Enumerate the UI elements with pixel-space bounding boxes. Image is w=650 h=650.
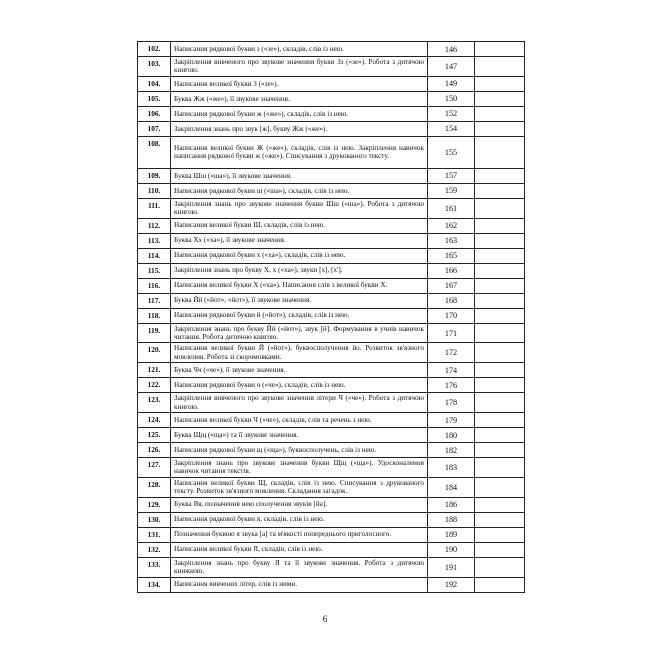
lesson-topic: Закріплення знань про букву Я та її звукове значення. Робота з дитячою книжкою. <box>171 557 428 577</box>
lesson-number: 105. <box>138 91 171 106</box>
lesson-topic: Закріплення знань про букву Йй («йот»), звук [й]. Формування в учнів навичок читання. Робота дитячою книгою. <box>171 323 428 343</box>
notes-cell <box>475 343 525 363</box>
table-row <box>138 343 525 363</box>
table-row <box>138 42 525 57</box>
lesson-topic: Закріплення знань про звукове значення букви Шш («ша»). Робота з дитячою книгою. <box>171 198 428 218</box>
page-reference: 146 <box>428 42 475 57</box>
lesson-topic: Буква Яя, позначення нею сполучення звуків [йа]. <box>171 497 428 512</box>
table-row <box>138 512 525 527</box>
page-reference: 152 <box>428 106 475 121</box>
lesson-number: 108. <box>138 136 171 168</box>
page-reference: 155 <box>428 136 475 168</box>
notes-cell <box>475 233 525 248</box>
lesson-number: 121. <box>138 363 171 378</box>
notes-cell <box>475 198 525 218</box>
table-row <box>138 198 525 218</box>
table-row <box>138 323 525 343</box>
table-row <box>138 57 525 77</box>
table-row <box>138 183 525 198</box>
lesson-number: 118. <box>138 308 171 323</box>
lesson-number: 116. <box>138 278 171 293</box>
table-row <box>138 91 525 106</box>
lesson-topic: Написання вивчених літер, слів із ними. <box>171 577 428 592</box>
table-row <box>138 136 525 168</box>
table-row <box>138 477 525 497</box>
lesson-number: 113. <box>138 233 171 248</box>
table-row <box>138 248 525 263</box>
lesson-number: 115. <box>138 263 171 278</box>
lesson-topic: Написання рядкової букви з («зе»), складів, слів із нею. <box>171 42 428 57</box>
notes-cell <box>475 248 525 263</box>
table-row <box>138 577 525 592</box>
lesson-number: 123. <box>138 393 171 413</box>
notes-cell <box>475 308 525 323</box>
lesson-number: 107. <box>138 121 171 136</box>
page-reference: 179 <box>428 413 475 428</box>
notes-cell <box>475 577 525 592</box>
page-reference: 183 <box>428 458 475 478</box>
notes-cell <box>475 42 525 57</box>
table-row <box>138 278 525 293</box>
lesson-topic: Написання рядкової букви щ («ща»), буквосполучень, слів із нею. <box>171 443 428 458</box>
lesson-topic: Буква Йй («йот», «йот»), її звукове значення. <box>171 293 428 308</box>
lesson-plan-table <box>137 41 525 593</box>
table-row <box>138 106 525 121</box>
table-row <box>138 168 525 183</box>
notes-cell <box>475 393 525 413</box>
notes-cell <box>475 413 525 428</box>
page-reference: 159 <box>428 183 475 198</box>
lesson-number: 133. <box>138 557 171 577</box>
page-reference: 149 <box>428 76 475 91</box>
lesson-number: 134. <box>138 577 171 592</box>
lesson-topic: Написання рядкової букви х («ха»), складів, слів із нею. <box>171 248 428 263</box>
lesson-number: 120. <box>138 343 171 363</box>
notes-cell <box>475 363 525 378</box>
lesson-topic: Буква Чч («че»), її звукове значення. <box>171 363 428 378</box>
notes-cell <box>475 497 525 512</box>
lesson-number: 132. <box>138 542 171 557</box>
lesson-topic: Буква Хх («ха»), її звукове значення. <box>171 233 428 248</box>
lesson-topic: Буква Щщ («ща») та її звукове значення. <box>171 428 428 443</box>
lesson-number: 125. <box>138 428 171 443</box>
lesson-topic: Написання великої букви Я, складів, слів із нею. <box>171 542 428 557</box>
lesson-topic: Написання рядкової букви й («йот»), складів, слів із нею. <box>171 308 428 323</box>
page-reference: 150 <box>428 91 475 106</box>
page-number: 6 <box>322 614 328 624</box>
notes-cell <box>475 136 525 168</box>
notes-cell <box>475 218 525 233</box>
page-reference: 192 <box>428 577 475 592</box>
lesson-number: 114. <box>138 248 171 263</box>
page-reference: 157 <box>428 168 475 183</box>
notes-cell <box>475 458 525 478</box>
table-row <box>138 443 525 458</box>
page-reference: 178 <box>428 393 475 413</box>
table-row <box>138 557 525 577</box>
table-row <box>138 542 525 557</box>
page-reference: 184 <box>428 477 475 497</box>
lesson-number: 103. <box>138 57 171 77</box>
page-reference: 176 <box>428 378 475 393</box>
lesson-number: 129. <box>138 497 171 512</box>
table-row <box>138 363 525 378</box>
page-reference: 167 <box>428 278 475 293</box>
page-reference: 171 <box>428 323 475 343</box>
lesson-number: 102. <box>138 42 171 57</box>
notes-cell <box>475 293 525 308</box>
notes-cell <box>475 57 525 77</box>
lesson-topic: Закріплення знань про звук [ж], букву Жж («же»). <box>171 121 428 136</box>
lesson-topic: Закріплення знань про букву Х, х («ха»), звуки [х], [х']. <box>171 263 428 278</box>
lesson-number: 104. <box>138 76 171 91</box>
table-row <box>138 121 525 136</box>
notes-cell <box>475 168 525 183</box>
table-row <box>138 497 525 512</box>
page-reference: 186 <box>428 497 475 512</box>
page-reference: 172 <box>428 343 475 363</box>
table-row <box>138 293 525 308</box>
lesson-topic: Закріплення знань про звукове значення букви Щщ («ща»). Удосконалення навичок читання текстів. <box>171 458 428 478</box>
page-reference: 190 <box>428 542 475 557</box>
table-row <box>138 308 525 323</box>
page-reference: 166 <box>428 263 475 278</box>
table-row <box>138 76 525 91</box>
notes-cell <box>475 323 525 343</box>
lesson-number: 111. <box>138 198 171 218</box>
notes-cell <box>475 76 525 91</box>
table-row <box>138 413 525 428</box>
notes-cell <box>475 121 525 136</box>
lesson-number: 124. <box>138 413 171 428</box>
lesson-number: 126. <box>138 443 171 458</box>
lesson-topic: Написання великої букви Х («ха»). Написання слів з великої букви Х. <box>171 278 428 293</box>
lesson-topic: Буква Шш («ша»), її звукове значення. <box>171 168 428 183</box>
page-reference: 180 <box>428 428 475 443</box>
lesson-rows <box>138 42 525 593</box>
lesson-topic: Написання великої букви Ш, складів, слів із нею. <box>171 218 428 233</box>
page-reference: 191 <box>428 557 475 577</box>
lesson-topic: Написання великої букви Й («йот»), буквосполучення йо. Розвиток зв'язного мовлення. Робота зі скоромовками. <box>171 343 428 363</box>
page-reference: 188 <box>428 512 475 527</box>
page-reference: 162 <box>428 218 475 233</box>
notes-cell <box>475 477 525 497</box>
lesson-number: 130. <box>138 512 171 527</box>
lesson-topic: Буква Жж («же»), її звукове значення. <box>171 91 428 106</box>
notes-cell <box>475 512 525 527</box>
lesson-topic: Написання великої букви Ж («же»), складів, слів із нею. Закріплення навичок написання рядкової букви ж («же»). Списування з друкованого тексту. <box>171 136 428 168</box>
notes-cell <box>475 263 525 278</box>
lesson-topic: Написання великої букви Щ, складів, слів із нею. Списування з друкованого тексту. Розвиток зв'язного мовлення. Складання загадок. <box>171 477 428 497</box>
lesson-number: 106. <box>138 106 171 121</box>
table-row <box>138 428 525 443</box>
page-reference: 163 <box>428 233 475 248</box>
lesson-number: 117. <box>138 293 171 308</box>
page-reference: 161 <box>428 198 475 218</box>
notes-cell <box>475 443 525 458</box>
page-reference: 165 <box>428 248 475 263</box>
lesson-number: 109. <box>138 168 171 183</box>
notes-cell <box>475 557 525 577</box>
notes-cell <box>475 278 525 293</box>
page-reference: 170 <box>428 308 475 323</box>
page-reference: 154 <box>428 121 475 136</box>
lesson-topic: Позначення буквою я звука [а] та м'якості попереднього приголосного. <box>171 527 428 542</box>
notes-cell <box>475 91 525 106</box>
notes-cell <box>475 183 525 198</box>
lesson-number: 110. <box>138 183 171 198</box>
lesson-topic: Написання рядкової букви ш («ша»), складів, слів із нею. <box>171 183 428 198</box>
lesson-number: 127. <box>138 458 171 478</box>
page-reference: 182 <box>428 443 475 458</box>
table-row <box>138 458 525 478</box>
table-row <box>138 263 525 278</box>
page-reference: 174 <box>428 363 475 378</box>
lesson-topic: Написання рядкової букви ч («че»), складів, слів із нею. <box>171 378 428 393</box>
lesson-topic: Закріплення вивченого про звукове значення букви Зз («зе»). Робота з дитячою книгою. <box>171 57 428 77</box>
lesson-topic: Написання великої букви Ч («че»), складів, слів та речень з нею. <box>171 413 428 428</box>
table-row <box>138 527 525 542</box>
table-row <box>138 233 525 248</box>
lesson-number: 119. <box>138 323 171 343</box>
lesson-topic: Закріплення вивченого про звукове значення літери Ч («че»). Робота з дитячою книгою. <box>171 393 428 413</box>
lesson-number: 112. <box>138 218 171 233</box>
page-reference: 168 <box>428 293 475 308</box>
notes-cell <box>475 542 525 557</box>
table-row <box>138 218 525 233</box>
table-row <box>138 378 525 393</box>
lesson-topic: Написання рядкової букви ж («же»), складів, слів із нею. <box>171 106 428 121</box>
lesson-number: 128. <box>138 477 171 497</box>
notes-cell <box>475 106 525 121</box>
lesson-topic: Написання рядкової букви я, складів, слів із нею. <box>171 512 428 527</box>
page-reference: 147 <box>428 57 475 77</box>
lesson-number: 131. <box>138 527 171 542</box>
notes-cell <box>475 527 525 542</box>
table-row <box>138 393 525 413</box>
notes-cell <box>475 378 525 393</box>
notes-cell <box>475 428 525 443</box>
lesson-topic: Написання великої букви З («зе»). <box>171 76 428 91</box>
lesson-number: 122. <box>138 378 171 393</box>
page-reference: 189 <box>428 527 475 542</box>
